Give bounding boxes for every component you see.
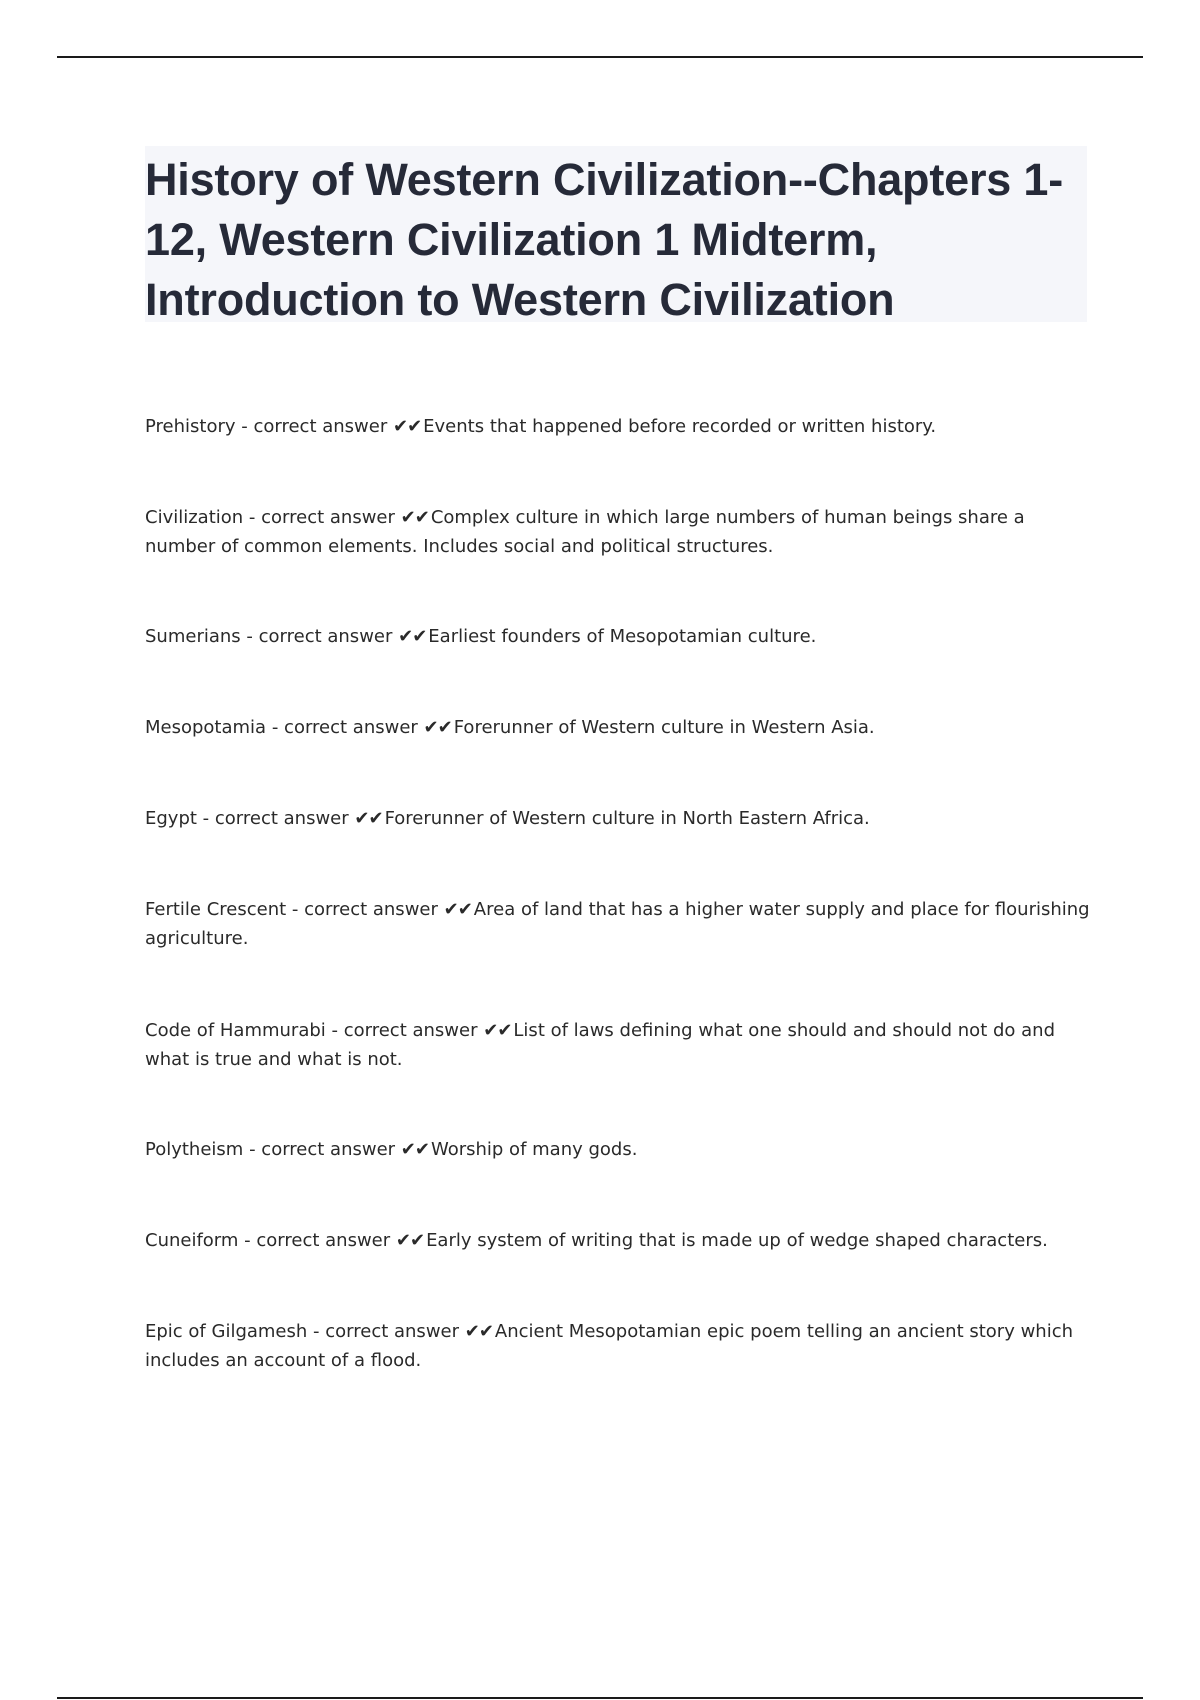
definition: Earliest founders of Mesopotamian culture. bbox=[428, 626, 817, 647]
check-icon: ✔✔ bbox=[395, 1230, 425, 1251]
answer-tag: correct answer bbox=[253, 416, 388, 437]
qa-item-polytheism: Polytheism - correct answer ✔✔ Worship of many gods. bbox=[145, 1139, 638, 1160]
check-icon: ✔✔ bbox=[483, 1020, 512, 1041]
qa-item-cuneiform: Cuneiform - correct answer ✔✔ Early system of writing that is made up of wedge shaped characters. bbox=[145, 1230, 1048, 1251]
qa-item-civilization: Civilization - correct answer ✔✔ Complex culture in which large numbers of human beings share a number of common elements. Includes social and political structures. bbox=[145, 507, 1025, 557]
definition: Forerunner of Western culture in Western Asia. bbox=[453, 717, 875, 738]
answer-tag: correct answer bbox=[304, 899, 438, 920]
term: Polytheism bbox=[145, 1139, 244, 1160]
term: Code of Hammurabi bbox=[145, 1020, 326, 1041]
check-icon: ✔✔ bbox=[354, 808, 383, 829]
term: Sumerians bbox=[145, 626, 241, 647]
answer-tag: correct answer bbox=[214, 808, 349, 829]
term: Egypt bbox=[145, 808, 197, 829]
check-icon: ✔✔ bbox=[443, 899, 472, 920]
term: Mesopotamia bbox=[145, 717, 267, 738]
qa-item-code-of-hammurabi: Code of Hammurabi - correct answer ✔✔ List of laws defining what one should and should not do and what is true and what is not. bbox=[145, 1020, 1055, 1070]
definition: Worship of many gods. bbox=[430, 1139, 638, 1160]
document-title: History of Western Civilization--Chapters 1-12, Western Civilization 1 Midterm, Introduction to Western Civilization bbox=[145, 154, 1064, 325]
definition: Forerunner of Western culture in North Eastern Africa. bbox=[384, 808, 870, 829]
definition: Complex culture in which large numbers of human beings share a number of common elements. Includes social and political structures. bbox=[145, 507, 1025, 557]
qa-item-mesopotamia: Mesopotamia - correct answer ✔✔ Forerunner of Western culture in Western Asia. bbox=[145, 717, 875, 738]
qa-item-prehistory: Prehistory - correct answer ✔✔ Events that happened before recorded or written history. bbox=[145, 416, 937, 437]
term: Fertile Crescent bbox=[145, 899, 287, 920]
answer-tag: correct answer bbox=[343, 1020, 478, 1041]
answer-tag: correct answer bbox=[256, 1230, 391, 1251]
term: Cuneiform bbox=[145, 1230, 239, 1251]
check-icon: ✔✔ bbox=[423, 717, 452, 738]
term: Prehistory bbox=[145, 416, 236, 437]
definition: Early system of writing that is made up of wedge shaped characters. bbox=[426, 1230, 1048, 1251]
check-icon: ✔✔ bbox=[464, 1321, 493, 1342]
definition: List of laws defining what one should and should not do and what is true and what is not. bbox=[145, 1020, 1055, 1070]
check-icon: ✔✔ bbox=[398, 626, 427, 647]
qa-item-sumerians: Sumerians - correct answer ✔✔ Earliest founders of Mesopotamian culture. bbox=[145, 626, 817, 647]
bottom-divider bbox=[57, 1697, 1143, 1699]
check-icon: ✔✔ bbox=[400, 1139, 429, 1160]
qa-item-epic-of-gilgamesh: Epic of Gilgamesh - correct answer ✔✔ Ancient Mesopotamian epic poem telling an ancient story which includes an account of a flood. bbox=[145, 1321, 1074, 1371]
check-icon: ✔✔ bbox=[392, 416, 422, 437]
answer-tag: correct answer bbox=[325, 1321, 460, 1342]
answer-tag: correct answer bbox=[261, 1139, 396, 1160]
qa-item-egypt: Egypt - correct answer ✔✔ Forerunner of Western culture in North Eastern Africa. bbox=[145, 808, 870, 829]
term: Civilization bbox=[145, 507, 244, 528]
answer-tag: correct answer bbox=[261, 507, 395, 528]
definition: Ancient Mesopotamian epic poem telling an ancient story which includes an account of a flood. bbox=[145, 1321, 1074, 1371]
title-block bbox=[145, 146, 1087, 325]
answer-tag: correct answer bbox=[284, 717, 418, 738]
term: Epic of Gilgamesh bbox=[145, 1321, 308, 1342]
answer-tag: correct answer bbox=[258, 626, 393, 647]
definition: Area of land that has a higher water supply and place for flourishing agriculture. bbox=[145, 899, 1090, 949]
qa-item-fertile-crescent: Fertile Crescent - correct answer ✔✔ Area of land that has a higher water supply and place for flourishing agriculture. bbox=[145, 899, 1090, 949]
check-icon: ✔✔ bbox=[400, 507, 429, 528]
top-divider bbox=[57, 56, 1143, 58]
definition: Events that happened before recorded or written history. bbox=[423, 416, 937, 437]
